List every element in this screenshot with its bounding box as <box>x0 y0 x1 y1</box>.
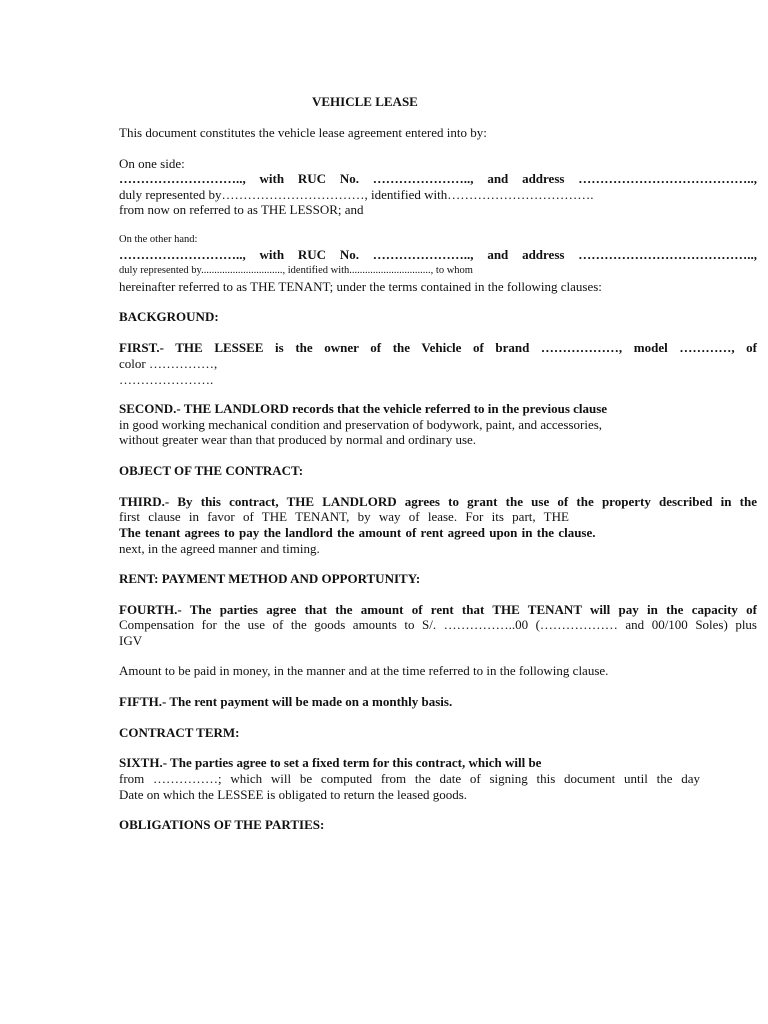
third-clause-line-4: next, in the agreed manner and timing. <box>119 541 320 556</box>
lessor-line-2: duly represented by……………………………, identified with……………………………. <box>119 187 594 202</box>
third-clause-line-1: THIRD.- By this contract, THE LANDLORD agrees to grant the use of the property described in the <box>119 494 757 509</box>
document-title: VEHICLE LEASE <box>312 94 418 109</box>
tenant-line-1: ……………………….., with RUC No. ………………….., and address ………………………………….., <box>119 247 757 262</box>
other-hand-label: On the other hand: <box>119 234 198 245</box>
fourth-clause-line-1: FOURTH.- The parties agree that the amount of rent that THE TENANT will pay in the capacity of <box>119 602 757 617</box>
third-clause-line-3: The tenant agrees to pay the landlord the amount of rent agreed upon in the clause. <box>119 525 596 540</box>
third-clause-line-2: first clause in favor of THE TENANT, by way of lease. For its part, THE <box>119 509 569 524</box>
amount-text: Amount to be paid in money, in the manner and at the time referred to in the following clause. <box>119 663 609 678</box>
term-heading: CONTRACT TERM: <box>119 725 240 740</box>
second-clause-line-1: SECOND.- THE LANDLORD records that the vehicle referred to in the previous clause <box>119 401 608 416</box>
fourth-clause-line-2: Compensation for the use of the goods amounts to S/. ……………..00 (……………… and 00/100 Soles) plus <box>119 617 757 632</box>
fourth-clause-line-3: IGV <box>119 633 143 648</box>
rent-heading: RENT: PAYMENT METHOD AND OPPORTUNITY: <box>119 571 421 586</box>
second-clause-line-3: without greater wear than that produced by normal and ordinary use. <box>119 432 477 447</box>
lessor-line-1: ……………………….., with RUC No. ………………….., and address ………………………………….., <box>119 171 757 186</box>
one-side-label: On one side: <box>119 156 185 171</box>
object-heading: OBJECT OF THE CONTRACT: <box>119 463 304 478</box>
first-clause-line-1: FIRST.- THE LESSEE is the owner of the Vehicle of brand ………………, model …………, of <box>119 340 757 355</box>
lessor-line-3: from now on referred to as THE LESSOR; and <box>119 202 364 217</box>
tenant-line-2: duly represented by..............................., identified with..............................., to whom <box>119 265 473 276</box>
background-heading: BACKGROUND: <box>119 309 219 324</box>
sixth-clause-line-1: SIXTH.- The parties agree to set a fixed term for this contract, which will be <box>119 755 542 770</box>
obligations-heading: OBLIGATIONS OF THE PARTIES: <box>119 817 325 832</box>
first-clause-line-2: color ……………, <box>119 356 218 371</box>
intro-text: This document constitutes the vehicle lease agreement entered into by: <box>119 125 487 140</box>
sixth-clause-line-2: from ……………; which will be computed from the date of signing this document until the day <box>119 771 700 786</box>
tenant-line-3: hereinafter referred to as THE TENANT; under the terms contained in the following clauses: <box>119 279 602 294</box>
first-clause-line-3: …………………. <box>119 372 214 387</box>
second-clause-line-2: in good working mechanical condition and preservation of bodywork, paint, and accessories, <box>119 417 603 432</box>
fifth-clause: FIFTH.- The rent payment will be made on a monthly basis. <box>119 694 453 709</box>
sixth-clause-line-3: Date on which the LESSEE is obligated to return the leased goods. <box>119 787 468 802</box>
